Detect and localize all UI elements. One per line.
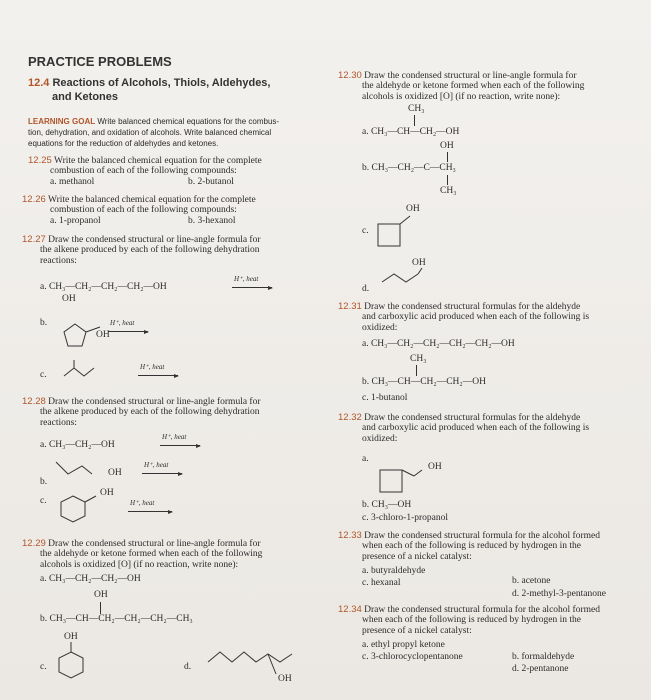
item-a: a. methanol <box>50 177 95 187</box>
oh-group: OH <box>64 632 78 642</box>
oh-group: OH <box>94 590 108 600</box>
oh-group: OH <box>96 330 110 340</box>
item-a: a. 1-propanol <box>50 216 101 226</box>
item-c: c. 1-butanol <box>362 393 408 403</box>
problem-text: Draw the condensed structural formula for the alcohol formed <box>364 531 600 541</box>
learning-goal-line2: tion, dehydration, and oxidation of alcohols. Write balanced chemical <box>28 128 272 137</box>
section-title-line2: and Ketones <box>52 91 119 103</box>
item-a: a. CH₃—CH₂—CH₂—CH₂—CH₂—OH <box>362 339 515 349</box>
learning-goal <box>28 116 279 127</box>
item-d: d. 2-pentanone <box>512 664 569 674</box>
section-number: 12.4 <box>28 77 50 89</box>
item-a: a. CH₃—CH₂—CH₂—OH <box>40 574 141 584</box>
problem-text: when each of the following is reduced by hydrogen in the <box>362 541 581 551</box>
reaction-condition: H⁺, heat <box>130 499 155 507</box>
problem-text: alcohols is oxidized [O] (if no reaction, write none): <box>362 92 561 102</box>
problem-number: 12.30 <box>338 70 362 81</box>
reaction-condition: H⁺, heat <box>162 433 187 441</box>
problem-text: presence of a nickel catalyst: <box>362 626 472 636</box>
problem-text: oxidized: <box>362 434 398 444</box>
item-b: b. acetone <box>512 576 551 586</box>
line-angle-structure <box>56 458 116 480</box>
line-angle-structure <box>380 268 440 288</box>
problem-number: 12.33 <box>338 530 362 541</box>
item-b: b. CH₃—CH₂—C—CH₃ <box>362 163 456 173</box>
reaction-arrow <box>128 503 172 512</box>
bond <box>416 365 417 376</box>
oh-group: OH <box>108 468 122 478</box>
line-angle-structure <box>62 360 112 382</box>
problem-text: oxidized: <box>362 323 398 333</box>
cyclobutanol-structure <box>376 212 426 252</box>
cyclohexanol-structure <box>56 640 96 688</box>
problem-text: Draw the condensed structural or line-angle formula for <box>48 539 261 549</box>
item-c-label: c. <box>40 662 47 672</box>
problem-number: 12.34 <box>338 604 362 615</box>
problem-number: 12.27 <box>22 234 46 245</box>
item-b: b. CH₃—CH—CH₂—CH₂—CH₂—CH₃ <box>40 614 193 624</box>
ch3-group: CH₃ <box>440 186 457 196</box>
oh-group: OH <box>428 462 442 472</box>
problem-text: the aldehyde or ketone formed when each of the following <box>40 549 263 559</box>
ch3-group: CH₃ <box>410 354 427 364</box>
problem-number: 12.26 <box>22 194 46 205</box>
reaction-condition: H⁺, heat <box>144 461 169 469</box>
item-d-label: d. <box>184 662 192 672</box>
section-heading <box>28 78 270 89</box>
problem-text: and carboxylic acid produced when each of the following is <box>362 312 590 322</box>
reaction-condition: H⁺, heat <box>234 275 259 283</box>
item-b: b. 3-hexanol <box>188 216 236 226</box>
problem-number: 12.29 <box>22 538 46 549</box>
item-d-label: d. <box>362 284 370 294</box>
reaction-arrow <box>138 367 178 376</box>
item-b: b. CH₃—CH—CH₂—CH₂—OH <box>362 377 486 387</box>
problem-text: the alkene produced by each of the following dehydration <box>40 407 260 417</box>
problem-text: reactions: <box>40 418 77 428</box>
learning-goal-label: LEARNING GOAL <box>28 117 96 126</box>
item-a: a. CH₃—CH—CH₂—OH <box>362 127 460 137</box>
reaction-condition: H⁺, heat <box>140 363 165 371</box>
problem-text: Draw the condensed structural formula for the alcohol formed <box>364 605 600 615</box>
problem-text: combustion of each of the following compounds: <box>50 166 237 176</box>
item-c: c. 3-chlorocyclopentanone <box>362 652 463 662</box>
bond <box>100 602 101 614</box>
problem-text: when each of the following is reduced by hydrogen in the <box>362 615 581 625</box>
reaction-condition: H⁺, heat <box>110 319 135 327</box>
problem-text: Draw the condensed structural or line-angle formula for <box>48 397 261 407</box>
problem-text: combustion of each of the following compounds: <box>50 205 237 215</box>
bond <box>414 115 415 126</box>
item-a-label: a. <box>362 454 369 464</box>
problem-text: Write the balanced chemical equation for the complete <box>48 195 256 205</box>
item-a: a. CH₃—CH₂—CH₂—CH₂—OH <box>40 282 167 292</box>
problem-text: Draw the condensed structural or line-angle formula for <box>48 235 261 245</box>
problem-text: Draw the condensed structural formulas for the aldehyde <box>364 302 581 312</box>
item-b-label: b. <box>40 477 48 487</box>
problem-number: 12.31 <box>338 301 362 312</box>
problem-text: presence of a nickel catalyst: <box>362 552 472 562</box>
oh-group: OH <box>440 141 454 151</box>
item-c-label: c. <box>40 370 47 380</box>
problem-text: Write the balanced chemical equation for the complete <box>54 156 262 166</box>
problem-number: 12.25 <box>28 155 52 166</box>
problem-text: the alkene produced by each of the following dehydration <box>40 245 260 255</box>
item-c: c. 3-chloro-1-propanol <box>362 513 448 523</box>
item-b: b. CH₃—OH <box>362 500 412 510</box>
bond <box>447 175 448 185</box>
ch3-group: CH₃ <box>408 104 425 114</box>
reaction-arrow <box>232 279 272 288</box>
section-title-line1: Reactions of Alcohols, Thiols, Aldehydes, <box>52 77 271 89</box>
item-a: a. butyraldehyde <box>362 566 426 576</box>
reaction-arrow <box>160 437 200 446</box>
reaction-arrow <box>142 465 182 474</box>
problem-text: reactions: <box>40 256 77 266</box>
oh-group: OH <box>406 204 420 214</box>
problem-text: alcohols is oxidized [O] (if no reaction, write none): <box>40 560 239 570</box>
item-c: c. hexanal <box>362 578 401 588</box>
bond <box>447 152 448 162</box>
learning-goal-line1: Write balanced chemical equations for the combus- <box>97 117 280 126</box>
item-b: b. 2-butanol <box>188 177 234 187</box>
item-a: a. CH₃—CH₂—OH <box>40 440 115 450</box>
oh-group: OH <box>100 488 114 498</box>
problem-number: 12.28 <box>22 396 46 407</box>
item-d: d. 2-methyl-3-pentanone <box>512 589 606 599</box>
problem-number: 12.32 <box>338 412 362 423</box>
item-c-label: c. <box>362 226 369 236</box>
reaction-arrow <box>108 323 148 332</box>
problem-text: and carboxylic acid produced when each of the following is <box>362 423 590 433</box>
item-b-label: b. <box>40 318 48 328</box>
item-b: b. formaldehyde <box>512 652 575 662</box>
problem-text: the aldehyde or ketone formed when each of the following <box>362 81 585 91</box>
item-c-label: c. <box>40 496 47 506</box>
oh-group: OH <box>412 258 426 268</box>
learning-goal-line3: equations for the reduction of aldehydes and ketones. <box>28 139 219 148</box>
item-a: a. ethyl propyl ketone <box>362 640 445 650</box>
problem-text: Draw the condensed structural or line-angle formula for <box>364 71 577 81</box>
page-title: PRACTICE PROBLEMS <box>28 54 172 69</box>
oh-group: OH <box>62 294 76 304</box>
oh-group: OH <box>278 674 292 684</box>
problem-text: Draw the condensed structural formulas for the aldehyde <box>364 413 581 423</box>
